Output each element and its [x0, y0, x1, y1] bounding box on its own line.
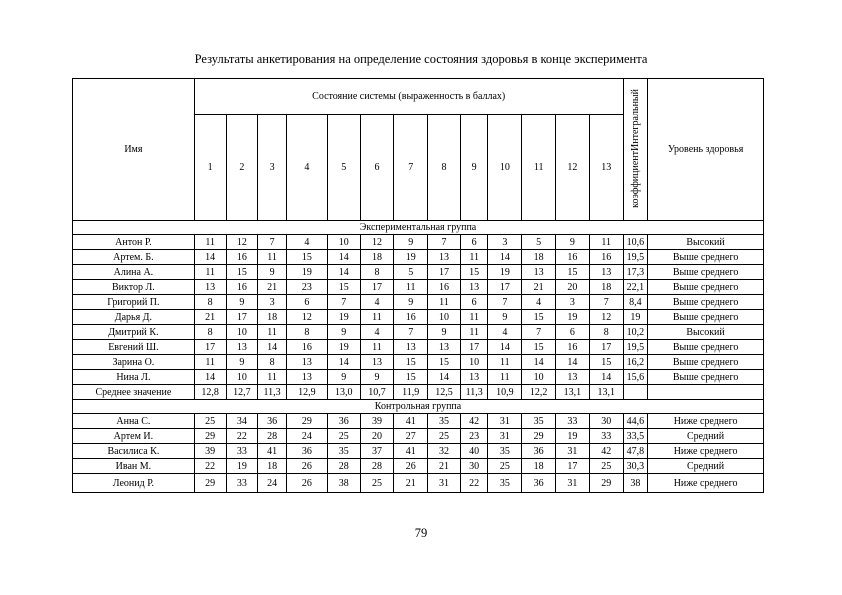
row-value-5: 19 [327, 310, 360, 325]
row-value-10: 19 [488, 265, 522, 280]
row-value-13: 18 [589, 280, 623, 295]
table-row [73, 280, 764, 295]
header-col-12: 12 [556, 115, 590, 221]
row-value-11: 14 [522, 355, 556, 370]
row-value-5: 38 [327, 474, 360, 493]
row-value-3: 9 [258, 265, 287, 280]
header-col-6: 6 [360, 115, 394, 221]
row-value-7: 11,9 [394, 385, 428, 400]
row-value-11: 15 [522, 310, 556, 325]
row-value-9: 40 [460, 444, 488, 459]
row-value-6: 39 [360, 414, 394, 429]
row-integral: 8,4 [623, 295, 648, 310]
row-value-1: 29 [194, 474, 226, 493]
row-value-7: 41 [394, 444, 428, 459]
table-row [73, 235, 764, 250]
row-value-13: 30 [589, 414, 623, 429]
row-value-10: 10,9 [488, 385, 522, 400]
row-value-3: 18 [258, 459, 287, 474]
row-level: Выше среднего [648, 280, 764, 295]
row-value-4: 29 [286, 414, 327, 429]
table-row [73, 385, 764, 400]
row-value-9: 6 [460, 235, 488, 250]
row-value-5: 14 [327, 355, 360, 370]
header-col-9: 9 [460, 115, 488, 221]
row-value-1: 39 [194, 444, 226, 459]
row-value-2: 16 [226, 250, 258, 265]
row-value-12: 17 [556, 459, 590, 474]
row-value-10: 11 [488, 355, 522, 370]
row-value-4: 36 [286, 444, 327, 459]
row-name: Виктор Л. [73, 280, 195, 295]
row-value-7: 9 [394, 235, 428, 250]
row-value-11: 35 [522, 414, 556, 429]
row-value-6: 9 [360, 370, 394, 385]
row-value-8: 32 [428, 444, 461, 459]
row-value-3: 24 [258, 474, 287, 493]
header-integral [623, 79, 648, 221]
row-value-3: 18 [258, 310, 287, 325]
table-row [73, 414, 764, 429]
row-value-9: 6 [460, 295, 488, 310]
row-value-7: 26 [394, 459, 428, 474]
row-value-4: 24 [286, 429, 327, 444]
row-value-6: 8 [360, 265, 394, 280]
row-level: Выше среднего [648, 355, 764, 370]
table-row [73, 429, 764, 444]
row-value-6: 37 [360, 444, 394, 459]
row-value-13: 33 [589, 429, 623, 444]
row-value-11: 15 [522, 340, 556, 355]
row-value-2: 33 [226, 444, 258, 459]
row-level: Средний [648, 429, 764, 444]
row-value-2: 13 [226, 340, 258, 355]
row-value-4: 6 [286, 295, 327, 310]
row-value-4: 13 [286, 370, 327, 385]
row-value-13: 12 [589, 310, 623, 325]
table-row [73, 444, 764, 459]
row-name: Анна С. [73, 414, 195, 429]
row-integral: 47,8 [623, 444, 648, 459]
row-value-6: 11 [360, 340, 394, 355]
table-row [73, 474, 764, 493]
row-value-3: 11 [258, 325, 287, 340]
row-value-9: 42 [460, 414, 488, 429]
row-value-12: 19 [556, 429, 590, 444]
row-value-5: 14 [327, 250, 360, 265]
row-level: Выше среднего [648, 265, 764, 280]
row-value-2: 17 [226, 310, 258, 325]
row-value-4: 23 [286, 280, 327, 295]
row-value-2: 33 [226, 474, 258, 493]
row-value-5: 35 [327, 444, 360, 459]
row-value-9: 30 [460, 459, 488, 474]
row-value-11: 29 [522, 429, 556, 444]
row-value-7: 27 [394, 429, 428, 444]
row-value-5: 9 [327, 325, 360, 340]
row-value-1: 14 [194, 370, 226, 385]
row-value-8: 15 [428, 355, 461, 370]
row-value-13: 17 [589, 340, 623, 355]
row-value-1: 14 [194, 250, 226, 265]
row-value-6: 28 [360, 459, 394, 474]
row-value-8: 12,5 [428, 385, 461, 400]
table-row [73, 325, 764, 340]
row-value-2: 12,7 [226, 385, 258, 400]
row-value-6: 20 [360, 429, 394, 444]
row-value-8: 14 [428, 370, 461, 385]
row-value-5: 9 [327, 370, 360, 385]
row-value-13: 7 [589, 295, 623, 310]
row-integral: 44,6 [623, 414, 648, 429]
row-value-11: 7 [522, 325, 556, 340]
row-value-2: 19 [226, 459, 258, 474]
row-value-5: 25 [327, 429, 360, 444]
row-value-4: 19 [286, 265, 327, 280]
row-value-12: 16 [556, 340, 590, 355]
group-label-control: Контрольная группа [73, 400, 764, 414]
row-value-7: 19 [394, 250, 428, 265]
header-col-13: 13 [589, 115, 623, 221]
row-level: Средний [648, 459, 764, 474]
row-value-7: 21 [394, 474, 428, 493]
results-table [72, 78, 764, 493]
row-integral: 30,3 [623, 459, 648, 474]
row-value-7: 11 [394, 280, 428, 295]
row-value-4: 16 [286, 340, 327, 355]
row-value-12: 13 [556, 370, 590, 385]
row-value-4: 12 [286, 310, 327, 325]
row-value-3: 41 [258, 444, 287, 459]
row-value-7: 15 [394, 355, 428, 370]
row-name: Григорий П. [73, 295, 195, 310]
row-value-2: 15 [226, 265, 258, 280]
row-integral: 19,5 [623, 340, 648, 355]
row-value-8: 11 [428, 295, 461, 310]
row-integral: 22,1 [623, 280, 648, 295]
header-col-1: 1 [194, 115, 226, 221]
row-value-13: 15 [589, 355, 623, 370]
row-integral: 17,3 [623, 265, 648, 280]
row-value-9: 15 [460, 265, 488, 280]
row-value-11: 36 [522, 444, 556, 459]
row-name: Среднее значение [73, 385, 195, 400]
row-value-10: 14 [488, 250, 522, 265]
row-value-6: 18 [360, 250, 394, 265]
row-value-6: 4 [360, 325, 394, 340]
row-value-13: 29 [589, 474, 623, 493]
header-integral-label: коэффициентИнтегральный [629, 88, 641, 208]
row-value-5: 10 [327, 235, 360, 250]
row-value-7: 13 [394, 340, 428, 355]
row-value-9: 11 [460, 310, 488, 325]
table-row [73, 370, 764, 385]
row-integral: 10,2 [623, 325, 648, 340]
row-value-12: 9 [556, 235, 590, 250]
row-integral: 38 [623, 474, 648, 493]
row-name: Алина А. [73, 265, 195, 280]
row-value-3: 11,3 [258, 385, 287, 400]
table-title: Результаты анкетирования на определение состояния здоровья в конце эксперимента [194, 52, 648, 66]
row-value-8: 16 [428, 280, 461, 295]
row-value-4: 15 [286, 250, 327, 265]
row-value-6: 11 [360, 310, 394, 325]
row-name: Нина Л. [73, 370, 195, 385]
row-value-3: 28 [258, 429, 287, 444]
header-col-4: 4 [286, 115, 327, 221]
row-name: Антон Р. [73, 235, 195, 250]
row-value-12: 20 [556, 280, 590, 295]
row-integral: 15,6 [623, 370, 648, 385]
row-value-4: 26 [286, 474, 327, 493]
row-value-10: 35 [488, 474, 522, 493]
row-level: Ниже среднего [648, 444, 764, 459]
row-value-5: 19 [327, 340, 360, 355]
row-name: Иван М. [73, 459, 195, 474]
row-value-11: 10 [522, 370, 556, 385]
row-name: Артем И. [73, 429, 195, 444]
row-value-10: 35 [488, 444, 522, 459]
row-value-10: 4 [488, 325, 522, 340]
row-value-1: 8 [194, 325, 226, 340]
table-row [73, 310, 764, 325]
row-value-7: 5 [394, 265, 428, 280]
row-value-8: 10 [428, 310, 461, 325]
row-value-3: 3 [258, 295, 287, 310]
row-value-8: 21 [428, 459, 461, 474]
row-value-12: 31 [556, 474, 590, 493]
row-value-13: 42 [589, 444, 623, 459]
row-value-2: 9 [226, 355, 258, 370]
row-value-7: 16 [394, 310, 428, 325]
row-value-9: 22 [460, 474, 488, 493]
row-value-2: 10 [226, 370, 258, 385]
row-level: Высокий [648, 325, 764, 340]
row-value-8: 7 [428, 235, 461, 250]
row-value-4: 26 [286, 459, 327, 474]
row-value-2: 16 [226, 280, 258, 295]
row-value-12: 31 [556, 444, 590, 459]
row-level: Ниже среднего [648, 474, 764, 493]
row-value-2: 10 [226, 325, 258, 340]
row-value-7: 7 [394, 325, 428, 340]
row-name: Василиса К. [73, 444, 195, 459]
row-value-5: 36 [327, 414, 360, 429]
row-name: Леонид Р. [73, 474, 195, 493]
row-integral: 33,5 [623, 429, 648, 444]
header-col-10: 10 [488, 115, 522, 221]
header-name: Имя [73, 79, 195, 221]
row-value-12: 19 [556, 310, 590, 325]
row-integral: 10,6 [623, 235, 648, 250]
row-value-3: 21 [258, 280, 287, 295]
table-row [73, 340, 764, 355]
row-value-11: 4 [522, 295, 556, 310]
row-name: Евгений Ш. [73, 340, 195, 355]
row-value-12: 16 [556, 250, 590, 265]
row-name: Дарья Д. [73, 310, 195, 325]
row-level: Выше среднего [648, 340, 764, 355]
row-value-6: 17 [360, 280, 394, 295]
row-value-13: 11 [589, 235, 623, 250]
row-value-13: 13,1 [589, 385, 623, 400]
row-value-13: 14 [589, 370, 623, 385]
row-value-10: 7 [488, 295, 522, 310]
row-value-12: 3 [556, 295, 590, 310]
row-name: Зарина О. [73, 355, 195, 370]
row-value-1: 21 [194, 310, 226, 325]
row-value-10: 11 [488, 370, 522, 385]
row-level: Выше среднего [648, 370, 764, 385]
header-level: Уровень здоровья [648, 79, 764, 221]
row-value-3: 7 [258, 235, 287, 250]
row-value-9: 17 [460, 340, 488, 355]
header-col-2: 2 [226, 115, 258, 221]
table-row [73, 459, 764, 474]
row-value-11: 5 [522, 235, 556, 250]
row-integral: 19 [623, 310, 648, 325]
row-value-8: 9 [428, 325, 461, 340]
row-value-1: 12,8 [194, 385, 226, 400]
header-col-8: 8 [428, 115, 461, 221]
row-value-5: 7 [327, 295, 360, 310]
row-value-1: 11 [194, 235, 226, 250]
row-value-7: 15 [394, 370, 428, 385]
row-level: Выше среднего [648, 250, 764, 265]
row-value-1: 11 [194, 355, 226, 370]
header-col-11: 11 [522, 115, 556, 221]
row-level: Выше среднего [648, 295, 764, 310]
table-row [73, 265, 764, 280]
group-label-experimental: Экспериментальная группа [73, 221, 764, 235]
row-value-13: 16 [589, 250, 623, 265]
row-level: Ниже среднего [648, 414, 764, 429]
row-value-12: 33 [556, 414, 590, 429]
row-value-10: 31 [488, 414, 522, 429]
table-row [73, 355, 764, 370]
row-value-6: 13 [360, 355, 394, 370]
header-col-7: 7 [394, 115, 428, 221]
row-value-5: 14 [327, 265, 360, 280]
row-value-3: 8 [258, 355, 287, 370]
row-name: Артем. Б. [73, 250, 195, 265]
row-value-7: 41 [394, 414, 428, 429]
header-col-3: 3 [258, 115, 287, 221]
row-level: Высокий [648, 235, 764, 250]
row-value-6: 10,7 [360, 385, 394, 400]
row-value-11: 36 [522, 474, 556, 493]
row-value-9: 10 [460, 355, 488, 370]
row-value-13: 25 [589, 459, 623, 474]
row-value-10: 31 [488, 429, 522, 444]
row-value-4: 8 [286, 325, 327, 340]
row-value-3: 14 [258, 340, 287, 355]
row-value-10: 17 [488, 280, 522, 295]
row-value-11: 12,2 [522, 385, 556, 400]
row-value-2: 9 [226, 295, 258, 310]
header-col-5: 5 [327, 115, 360, 221]
row-value-11: 18 [522, 459, 556, 474]
row-value-11: 21 [522, 280, 556, 295]
row-value-12: 6 [556, 325, 590, 340]
row-value-2: 12 [226, 235, 258, 250]
row-value-9: 13 [460, 370, 488, 385]
row-integral [623, 385, 648, 400]
row-value-7: 9 [394, 295, 428, 310]
row-name: Дмитрий К. [73, 325, 195, 340]
row-value-11: 13 [522, 265, 556, 280]
row-value-10: 9 [488, 310, 522, 325]
row-value-13: 8 [589, 325, 623, 340]
row-value-6: 4 [360, 295, 394, 310]
row-value-8: 35 [428, 414, 461, 429]
row-value-1: 25 [194, 414, 226, 429]
row-value-1: 29 [194, 429, 226, 444]
row-value-9: 13 [460, 280, 488, 295]
row-value-10: 14 [488, 340, 522, 355]
row-value-10: 3 [488, 235, 522, 250]
table-row [73, 295, 764, 310]
page-number: 79 [414, 526, 428, 540]
row-value-6: 25 [360, 474, 394, 493]
row-value-8: 17 [428, 265, 461, 280]
row-value-1: 13 [194, 280, 226, 295]
row-value-6: 12 [360, 235, 394, 250]
row-value-8: 25 [428, 429, 461, 444]
table-row [73, 250, 764, 265]
row-value-9: 11 [460, 325, 488, 340]
row-integral: 16,2 [623, 355, 648, 370]
row-integral: 19,5 [623, 250, 648, 265]
row-value-12: 15 [556, 265, 590, 280]
row-value-9: 11,3 [460, 385, 488, 400]
row-value-1: 11 [194, 265, 226, 280]
row-value-5: 28 [327, 459, 360, 474]
row-value-8: 13 [428, 250, 461, 265]
row-value-9: 11 [460, 250, 488, 265]
row-value-9: 23 [460, 429, 488, 444]
row-value-5: 15 [327, 280, 360, 295]
row-value-13: 13 [589, 265, 623, 280]
row-value-5: 13,0 [327, 385, 360, 400]
row-value-8: 31 [428, 474, 461, 493]
row-value-4: 13 [286, 355, 327, 370]
row-value-4: 4 [286, 235, 327, 250]
row-value-3: 11 [258, 370, 287, 385]
header-state: Состояние системы (выраженность в баллах) [194, 79, 623, 115]
row-value-11: 18 [522, 250, 556, 265]
row-value-2: 22 [226, 429, 258, 444]
row-value-10: 25 [488, 459, 522, 474]
row-value-12: 14 [556, 355, 590, 370]
row-value-12: 13,1 [556, 385, 590, 400]
row-value-8: 13 [428, 340, 461, 355]
row-value-4: 12,9 [286, 385, 327, 400]
row-value-1: 22 [194, 459, 226, 474]
row-value-3: 36 [258, 414, 287, 429]
row-level: Выше среднего [648, 310, 764, 325]
row-level [648, 385, 764, 400]
row-value-3: 11 [258, 250, 287, 265]
row-value-1: 17 [194, 340, 226, 355]
row-value-2: 34 [226, 414, 258, 429]
row-value-1: 8 [194, 295, 226, 310]
